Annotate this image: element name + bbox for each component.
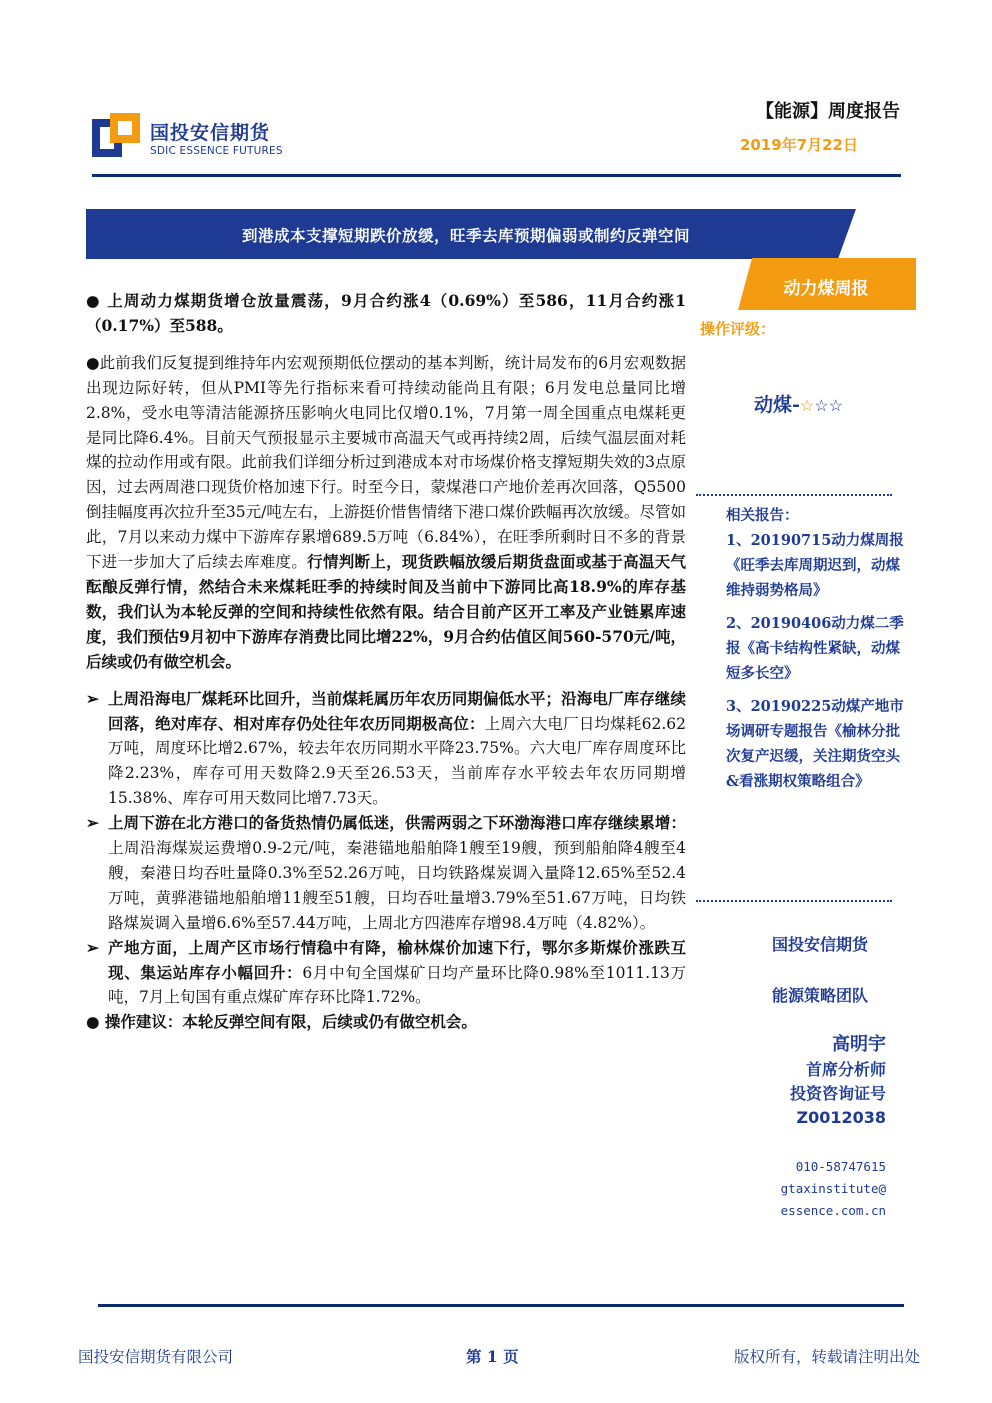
star-icon: ☆ [799, 396, 815, 415]
footer-divider [98, 1304, 904, 1307]
company-logo-icon [92, 113, 140, 157]
logo-text-en: SDIC ESSENCE FUTURES [150, 145, 283, 157]
sidebar-team: 能源策略团队 [772, 986, 869, 1005]
section-power-plants [86, 687, 686, 812]
analysis-paragraph [86, 351, 686, 675]
report-type: 【能源】周度报告 [756, 101, 900, 122]
related-report-item[interactable]: 2、20190406动力煤二季报《高卡结构性紧缺，动煤短多长空》 [726, 615, 904, 682]
analyst-title: 首席分析师 [805, 1060, 886, 1079]
rating-label: 操作评级： [700, 320, 776, 338]
operation-suggestion: ● 操作建议：本轮反弹空间有限，后续或仍有做空机会。 [86, 1012, 477, 1032]
arrow-bullet-icon: ➢ [86, 813, 99, 833]
related-reports [726, 503, 908, 802]
section-heading: 产地方面，上周产区市场行情稳中有降，榆林煤价加速下行，鄂尔多斯煤价涨跌互现、集运站库存小幅回升： [108, 937, 686, 982]
report-tag: 动力煤周报 [783, 279, 869, 299]
section-text: 上周六大电厂日均煤耗62.62万吨，周度环比增2.67%，较去年农历同期水平降23.75%。六大电厂库存周度环比降2.23%，库存可用天数降2.9天至26.53天，当前库存水平较去年农历同期增15.38%、库存可用天数同比增7.73天。 [108, 714, 686, 808]
arrow-bullet-icon: ➢ [86, 937, 99, 957]
related-report-item[interactable]: 1、20190715动力煤周报《旺季去库周期迟到，动煤维持弱势格局》 [726, 532, 904, 599]
email-line-1[interactable]: gtaxinstitute@ [780, 1181, 886, 1196]
report-title: 到港成本支撑短期跌价放缓，旺季去库预期偏弱或制约反弹空间 [241, 226, 690, 245]
email-line-2[interactable]: essence.com.cn [780, 1203, 886, 1218]
report-date: 2019年7月22日 [739, 136, 858, 154]
related-report-item[interactable]: 3、20190225动煤产地市场调研专题报告《榆林分批次复产迟缓，关注期货空头&看涨期权策略组合》 [726, 698, 904, 790]
section-production [86, 936, 686, 1011]
analyst-name: 高明宇 [832, 1034, 886, 1055]
logo-text-cn: 国投安信期货 [150, 122, 271, 144]
summary-paragraph: ● 上周动力煤期货增仓放量震荡，9月合约涨4（0.69%）至586，11月合约涨1（0.17%）至588。 [86, 291, 686, 335]
page-number: 第 1 页 [466, 1347, 519, 1366]
contact-info [752, 1156, 886, 1222]
phone-number: 010-58747615 [795, 1159, 886, 1174]
section-text: 上周沿海煤炭运费增0.9-2元/吨，秦港锚地船舶降1艘至19艘，预到船舶降4艘至4艘，秦港日均吞吐量降0.3%至52.26万吨，日均铁路煤炭调入量降12.65%至52.4万吨，黄骅港锚地船舶增11艘至51艘，日均吞吐量增3.79%至51.67万吨，日均铁路煤炭调入量增6.6%至57.44万吨，上周北方四港库存增98.4万吨（4.82%）。 [108, 839, 686, 932]
star-empty-icon: ☆☆ [814, 396, 843, 415]
market-judgement: 行情判断上，现货跌幅放缓后期货盘面或基于高温天气酝酿反弹行情，然结合未来煤耗旺季的持续时间及当前中下游同比高18.9%的库存基数，我们认为本轮反弹的空间和持续性依然有限。结合目前产区开工率及产业链累库速度，我们预估9月初中下游库存消费比同比增22%，9月合约估值区间560-570元/吨，后续或仍有做空机会。 [86, 552, 686, 671]
section-text: 6月中旬全国煤矿日均产量环比降0.98%至1011.13万吨，7月上旬国有重点煤矿库存环比降1.72%。 [108, 963, 686, 1007]
license-number: Z0012038 [796, 1108, 886, 1127]
footer-company: 国投安信期货有限公司 [78, 1348, 234, 1366]
sidebar-divider [696, 494, 892, 496]
section-heading: 上周下游在北方港口的备货热情仍属低迷，供需两弱之下环渤海港口库存继续累增： [108, 813, 686, 833]
analyst-info [760, 1032, 886, 1130]
license-label: 投资咨询证号 [789, 1084, 886, 1103]
analysis-text: ●此前我们反复提到维持年内宏观预期低位摆动的基本判断，统计局发布的6月宏观数据出现边际好转，但从PMI等先行指标来看可持续动能尚且有限；6月发电总量同比增2.8%，受水电等清洁能源挤压影响火电同比仅增0.1%，7月第一周全国重点电煤耗更是同比降6.4%。目前天气预报显示主要城市高温天气或再持续2周，后续气温层面对耗煤的拉动作用或有限。此前我们详细分析过到港成本对市场煤价格支撑短期失效的3点原因，过去两周港口现货价格加速下行。时至今日，蒙煤港口产地价差再次回落，Q5500倒挂幅度再次拉升至35元/吨左右，上游挺价惜售情绪下港口煤价跌幅再次放缓。尽管如此，7月以来动力煤中下游库存累增689.5万吨（6.84%），在旺季所剩时日不多的背景下进一步加大了后续去库难度。 [86, 353, 686, 572]
rating [754, 390, 843, 417]
footer-copyright: 版权所有，转载请注明出处 [733, 1348, 920, 1366]
related-title: 相关报告： [726, 507, 799, 524]
sidebar-company: 国投安信期货 [772, 935, 869, 954]
arrow-bullet-icon: ➢ [86, 688, 99, 708]
section-heading: 上周沿海电厂煤耗环比回升，当前煤耗属历年农历同期偏低水平；沿海电厂库存继续回落，绝对库存、相对库存仍处往年农历同期极高位： [108, 688, 686, 733]
rating-text: 动煤- [754, 394, 800, 416]
main-content [86, 289, 686, 1035]
sidebar-divider [696, 900, 892, 902]
header-divider [92, 174, 901, 177]
section-ports [86, 811, 686, 936]
